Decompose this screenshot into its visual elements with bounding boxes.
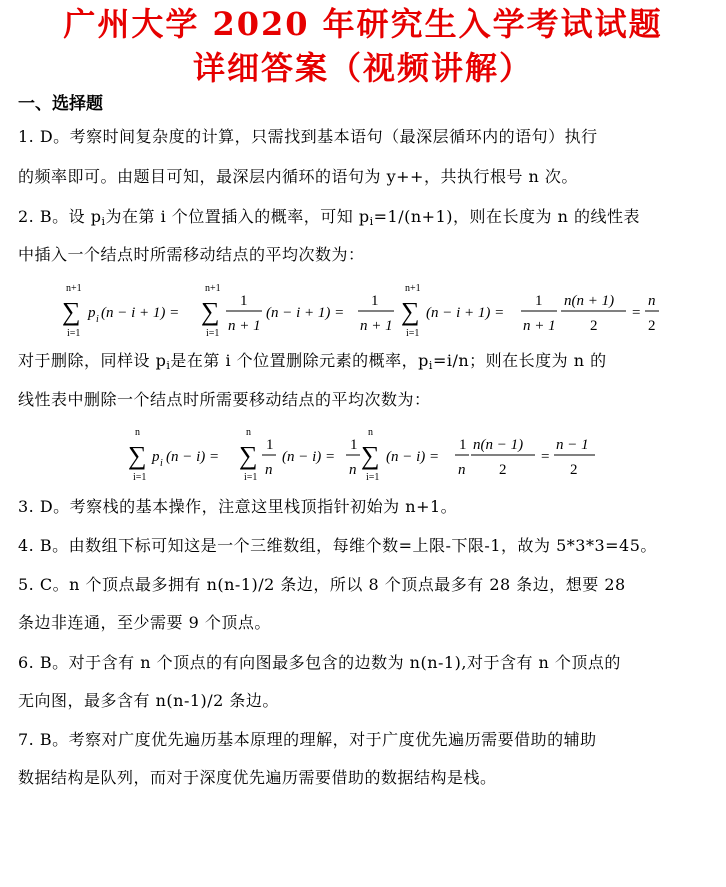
- svg-text:n+1: n+1: [66, 283, 82, 294]
- svg-text:n: n: [648, 293, 656, 309]
- svg-text:n+1: n+1: [205, 283, 221, 294]
- svg-text:n(n − 1): n(n − 1): [473, 437, 524, 453]
- svg-text:i=1: i=1: [366, 472, 380, 483]
- svg-text:n: n: [458, 462, 466, 478]
- svg-text:n: n: [246, 427, 251, 438]
- svg-text:1: 1: [459, 437, 467, 453]
- summation-symbol: ∑: [201, 297, 220, 326]
- svg-text:p: p: [152, 449, 160, 465]
- svg-text:=: =: [541, 449, 550, 465]
- svg-text:n(n + 1): n(n + 1): [564, 293, 615, 309]
- svg-text:i: i: [160, 458, 163, 469]
- svg-text:i=1: i=1: [244, 472, 258, 483]
- svg-text:i=1: i=1: [133, 472, 147, 483]
- summation-symbol: ∑: [361, 441, 380, 470]
- svg-text:p: p: [88, 305, 96, 321]
- answer-6-line-1: 6. B。对于含有 n 个顶点的有向图最多包含的边数为 n(n-1),对于含有 n 个顶点的: [18, 653, 621, 672]
- answer-5-line-2: 条边非连通，至少需要 9 个顶点。: [18, 613, 271, 632]
- svg-text:n − 1: n − 1: [556, 437, 589, 453]
- svg-text:n: n: [135, 427, 140, 438]
- svg-text:1: 1: [535, 293, 543, 309]
- summation-symbol: ∑: [239, 441, 258, 470]
- svg-text:n+1: n+1: [405, 283, 421, 294]
- svg-text:(n − i) =: (n − i) =: [282, 449, 336, 465]
- svg-text:i=1: i=1: [406, 328, 420, 339]
- svg-text:(n − i + 1) =: (n − i + 1) =: [101, 305, 180, 321]
- svg-text:2: 2: [499, 462, 507, 478]
- summation-symbol: ∑: [401, 297, 420, 326]
- svg-text:n + 1: n + 1: [360, 318, 393, 334]
- svg-text:i=1: i=1: [67, 328, 81, 339]
- svg-text:(n − i) =: (n − i) =: [166, 449, 220, 465]
- summation-symbol: ∑: [62, 297, 81, 326]
- answer-2-line-3: 对于删除，同样设 $p_i$是在第 i 个位置删除元素的概率，$p_i=i/n$；则在长度为 n 的: [18, 351, 607, 372]
- answer-1-line-2: 的频率即可。由题目可知，最深层内循环的语句为 y++，共执行根号 n 次。: [18, 167, 578, 186]
- svg-text:n: n: [368, 427, 373, 438]
- insertion-average-formula: [0, 280, 726, 342]
- answer-4-line-1: 4. B。由数组下标可知这是一个三维数组，每维个数=上限-下限-1，故为 5*3*3=45。: [18, 536, 657, 555]
- svg-text:=: =: [632, 305, 641, 321]
- svg-text:i: i: [96, 314, 99, 325]
- answer-5-line-1: 5. C。n 个顶点最多拥有 n(n-1)/2 条边，所以 8 个顶点最多有 28 条边，想要 28: [18, 575, 626, 594]
- answer-2-line-4: 线性表中删除一个结点时所需要移动结点的平均次数为：: [18, 390, 431, 409]
- svg-text:1: 1: [350, 437, 358, 453]
- answer-2-line-2: 中插入一个结点时所需移动结点的平均次数为：: [18, 245, 365, 264]
- answer-7-line-2: 数据结构是队列，而对于深度优先遍历需要借助的数据结构是栈。: [18, 768, 497, 787]
- deletion-average-formula: [0, 424, 726, 486]
- svg-text:1: 1: [371, 293, 379, 309]
- svg-text:2: 2: [570, 462, 578, 478]
- svg-text:i=1: i=1: [206, 328, 220, 339]
- svg-text:n + 1: n + 1: [228, 318, 261, 334]
- svg-text:n: n: [265, 462, 273, 478]
- answer-1-line-1: 1. D。考察时间复杂度的计算，只需找到基本语句（最深层循环内的语句）执行: [18, 127, 598, 146]
- answer-6-line-2: 无向图，最多含有 n(n-1)/2 条边。: [18, 691, 279, 710]
- summation-symbol: ∑: [128, 441, 147, 470]
- section-heading-multiple-choice: 一、选择题: [18, 94, 103, 114]
- answer-2-line-1: 2. B。设 $p_i$为在第 i 个位置插入的概率，可知 $p_i=1/(n+1)$，则在长度为 n 的线性表: [18, 207, 640, 228]
- answer-7-line-1: 7. B。考察对广度优先遍历基本原理的理解，对于广度优先遍历需要借助的辅助: [18, 730, 597, 749]
- svg-text:(n − i + 1) =: (n − i + 1) =: [266, 305, 345, 321]
- svg-text:n + 1: n + 1: [523, 318, 556, 334]
- answer-3-line-1: 3. D。考察栈的基本操作，注意这里栈顶指针初始为 n+1。: [18, 497, 458, 516]
- document-title-line-1: 广州大学 2020 年研究生入学考试试题: [63, 5, 663, 43]
- document-title-line-2: 详细答案（视频讲解）: [192, 49, 533, 87]
- svg-text:2: 2: [590, 318, 598, 334]
- svg-text:(n − i) =: (n − i) =: [386, 449, 440, 465]
- svg-text:1: 1: [266, 437, 274, 453]
- svg-text:n: n: [349, 462, 357, 478]
- svg-text:1: 1: [240, 293, 248, 309]
- svg-text:(n − i + 1) =: (n − i + 1) =: [426, 305, 505, 321]
- svg-text:2: 2: [648, 318, 656, 334]
